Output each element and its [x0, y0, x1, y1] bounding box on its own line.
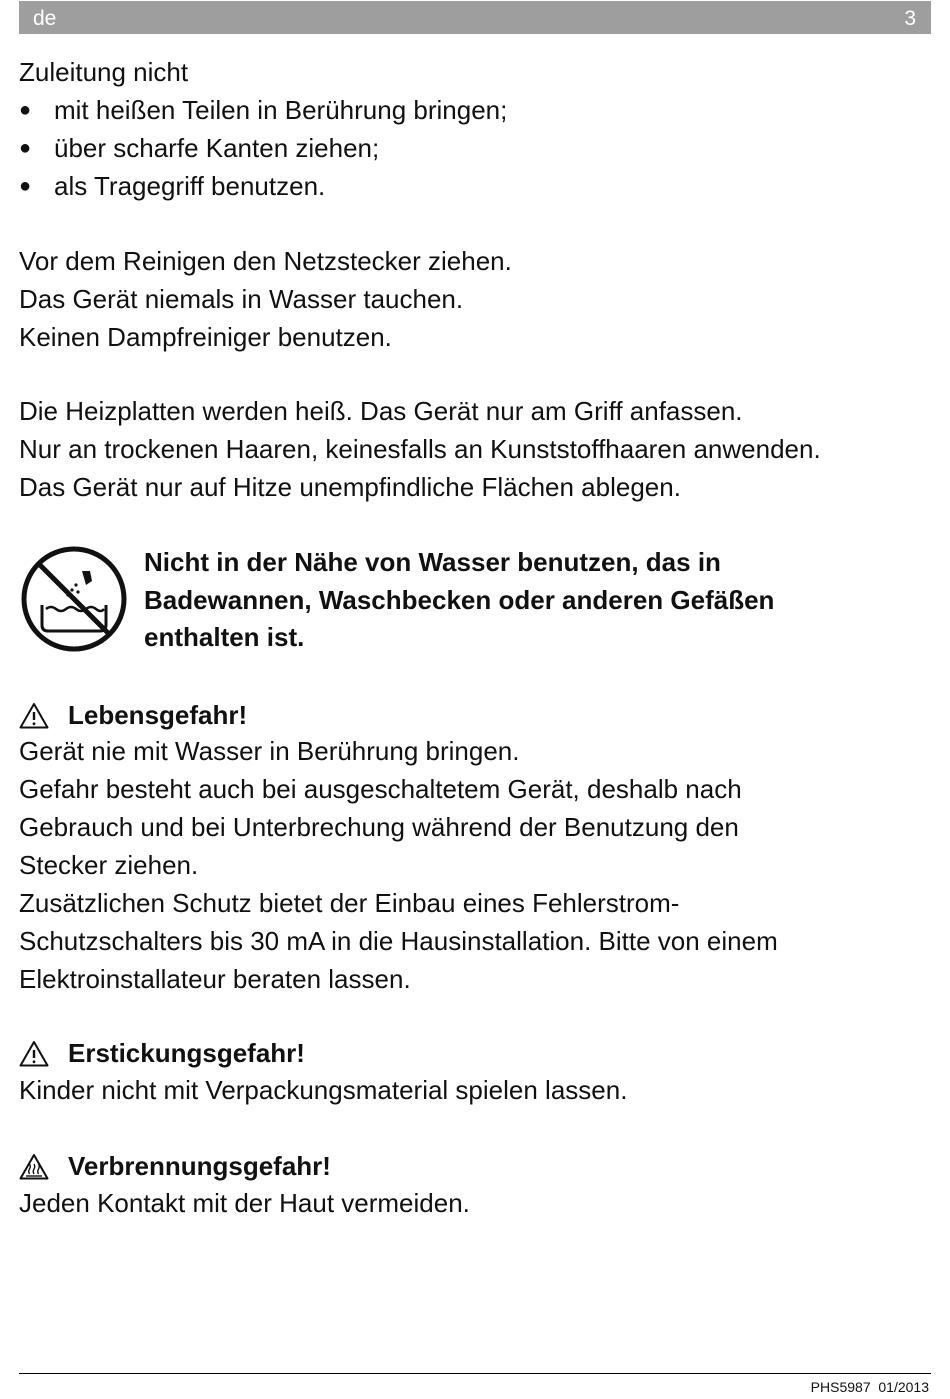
text-line: Keinen Dampfreiniger benutzen. — [19, 322, 392, 352]
suffocation-text — [19, 1071, 627, 1109]
language-code: de — [33, 7, 57, 30]
warning-triangle-icon — [19, 1040, 49, 1067]
text-line: Jeden Kontakt mit der Haut vermeiden. — [19, 1188, 470, 1218]
model-number: PHS5987 — [810, 1379, 871, 1395]
list-item: ● mit heißen Teilen in Berührung bringen; — [19, 91, 507, 129]
footer-divider — [19, 1373, 931, 1374]
notice-line: Badewannen, Waschbecken oder anderen Gefäßen — [144, 584, 775, 615]
text-line: Das Gerät nur auf Hitze unempfindliche Flächen ablegen. — [19, 472, 681, 502]
page-header — [19, 1, 931, 34]
no-water-bathtub-icon — [20, 545, 128, 653]
warning-title: Verbrennungsgefahr! — [68, 1151, 331, 1181]
text-line: Die Heizplatten werden heiß. Das Gerät nur am Griff anfassen. — [19, 396, 743, 426]
text-line: Stecker ziehen. — [19, 850, 199, 880]
warning-title: Erstickungsgefahr! — [68, 1038, 305, 1068]
text-line: Schutzschalters bis 30 mA in die Hausinstallation. Bitte von einem — [19, 926, 778, 956]
list-item: ● über scharfe Kanten ziehen; — [19, 129, 507, 167]
text-line: Vor dem Reinigen den Netzstecker ziehen. — [19, 246, 512, 276]
cleaning-instructions — [19, 242, 512, 356]
bullet: ● — [19, 99, 32, 121]
life-danger-text — [19, 732, 778, 998]
page-number: 3 — [904, 7, 916, 30]
text-line: Elektroinstallateur beraten lassen. — [19, 964, 411, 994]
text-line: Das Gerät niemals in Wasser tauchen. — [19, 284, 464, 314]
cord-instructions — [19, 53, 507, 205]
warning-title: Lebensgefahr! — [68, 700, 248, 730]
water-notice — [144, 544, 774, 657]
text-line: Gebrauch und bei Unterbrechung während der Benutzung den — [19, 812, 739, 842]
list-item: ● als Tragegriff benutzen. — [19, 167, 507, 205]
cord-intro: Zuleitung nicht — [19, 57, 189, 87]
notice-line: Nicht in der Nähe von Wasser benutzen, das in — [144, 547, 721, 577]
warning-triangle-icon — [19, 702, 49, 729]
hot-surface-warning-icon — [19, 1153, 49, 1180]
usage-instructions — [19, 392, 821, 506]
text-line: Nur an trockenen Haaren, keinesfalls an Kunststoffhaaren anwenden. — [19, 434, 821, 464]
text-line: Gefahr besteht auch bei ausgeschaltetem Gerät, deshalb nach — [19, 774, 742, 804]
page-footer — [811, 1379, 929, 1395]
bullet: ● — [19, 175, 32, 197]
text-line: Zusätzlichen Schutz bietet der Einbau eines Fehlerstrom- — [19, 888, 680, 918]
burn-text — [19, 1184, 470, 1222]
notice-line: enthalten ist. — [144, 622, 305, 652]
print-date: 01/2013 — [878, 1379, 929, 1395]
bullet: ● — [19, 137, 32, 159]
text-line: Kinder nicht mit Verpackungsmaterial spielen lassen. — [19, 1075, 628, 1105]
text-line: Gerät nie mit Wasser in Berührung bringen. — [19, 736, 520, 766]
